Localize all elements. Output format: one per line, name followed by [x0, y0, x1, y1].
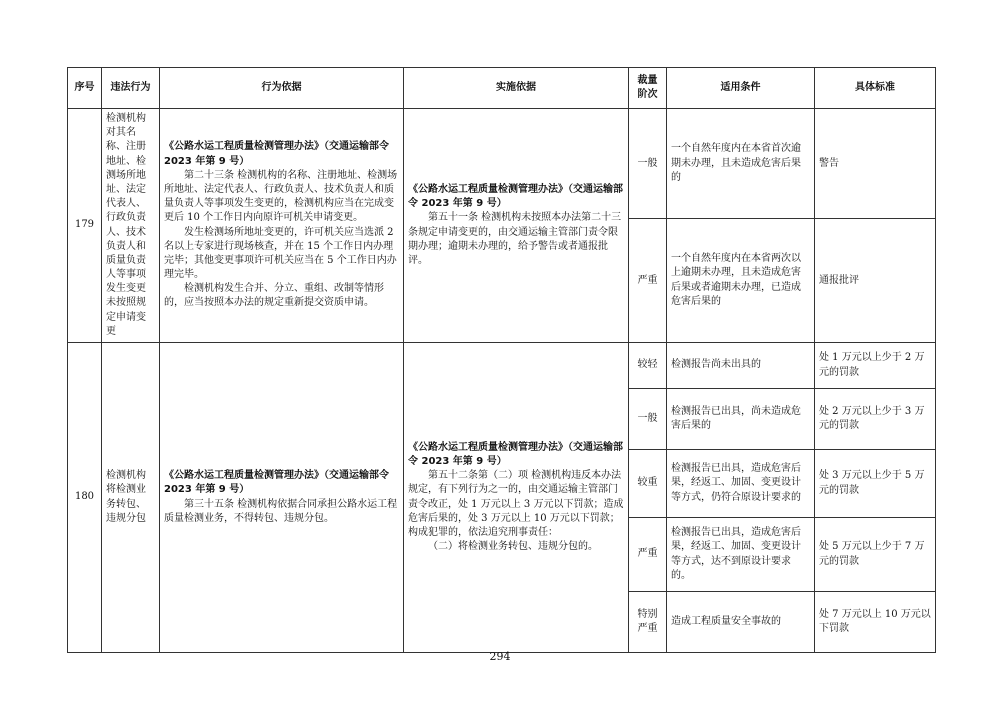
row-180-condition: 检测报告已出具，造成危害后果，经返工、加固、变更设计等方式，达不到原设计要求的。 [667, 518, 815, 592]
row-180-basis-title: 《公路水运工程质量检测管理办法》（交通运输部令 2023 年第 9 号） [164, 470, 389, 496]
row-179-impl-para: 第五十一条 检测机构未按照本办法第二十三条规定申请变更的，由交通运输主管部门责令限期办理；逾期未办理的，给予警告或者通报批评。 [408, 212, 622, 266]
table-row [68, 109, 936, 219]
row-180-basis-para: 第三十五条 检测机构依据合同承担公路水运工程质量检测业务，不得转包、违规分包。 [164, 498, 398, 524]
row-180-implementation [404, 343, 629, 653]
row-180-standard: 处 5 万元以上少于 7 万元的罚款 [815, 518, 936, 592]
row-180-impl-para: 第五十二条第（二）项 检测机构违反本办法规定，有下列行为之一的，由交通运输主管部门责令改正，处 1 万元以上 3 万元以下罚款；造成危害后果的，处 3 万元以上 10 万元以下罚款；构成犯罪的，依法追究刑事责任： [408, 470, 624, 538]
row-179-impl-title: 《公路水运工程质量检测管理办法》（交通运输部令 2023 年第 9 号） [408, 183, 623, 210]
row-180-impl-para: （二）将检测业务转包、违规分包的。 [428, 541, 598, 553]
row-180-standard: 处 2 万元以上少于 3 万元的罚款 [815, 389, 936, 450]
row-180-level: 特别严重 [629, 592, 667, 653]
header-implementation: 实施依据 [404, 68, 629, 109]
row-179-standard: 警告 [815, 109, 936, 219]
header-standard: 具体标准 [815, 68, 936, 109]
penalty-table [67, 67, 936, 653]
row-179-level: 一般 [629, 109, 667, 219]
row-179-basis [160, 109, 404, 343]
row-179-condition: 一个自然年度内在本省首次逾期未办理，且未造成危害后果的 [667, 109, 815, 219]
row-180-level: 较轻 [629, 343, 667, 389]
row-180-condition: 检测报告已出具，造成危害后果，经返工、加固、变更设计等方式，仍符合原设计要求的 [667, 450, 815, 518]
row-180-condition: 造成工程质量安全事故的 [667, 592, 815, 653]
header-no: 序号 [68, 68, 102, 109]
row-179-number: 179 [68, 109, 102, 343]
page-number: 294 [489, 650, 511, 663]
row-180-standard: 处 7 万元以上 10 万元以下罚款 [815, 592, 936, 653]
row-180-level: 较重 [629, 450, 667, 518]
header-level: 裁量阶次 [629, 68, 667, 109]
header-basis: 行为依据 [160, 68, 404, 109]
row-179-condition: 一个自然年度内在本省两次以上逾期未办理，且未造成危害后果或者逾期未办理，已造成危害后果的 [667, 219, 815, 343]
row-180-level: 一般 [629, 389, 667, 450]
header-condition: 适用条件 [667, 68, 815, 109]
row-179-implementation [404, 109, 629, 343]
row-180-number: 180 [68, 343, 102, 653]
row-179-standard: 通报批评 [815, 219, 936, 343]
row-180-level: 严重 [629, 518, 667, 592]
row-180-violation: 检测机构将检测业务转包、违规分包 [102, 343, 160, 653]
header-violation: 违法行为 [102, 68, 160, 109]
header-row [68, 68, 936, 109]
row-180-standard: 处 3 万元以上少于 5 万元的罚款 [815, 450, 936, 518]
row-179-level: 严重 [629, 219, 667, 343]
row-179-violation: 检测机构对其名称、注册地址、检测场所地址、法定代表人、行政负责人、技术负责人和质量负责人等事项发生变更未按照规定申请变更 [102, 109, 160, 343]
row-179-basis-para: 第二十三条 检测机构的名称、注册地址、检测场所地址、法定代表人、行政负责人、技术负责人和质量负责人等事项发生变更的，检测机构应当在完成变更后 10 个工作日内向原许可机关申请变更。 [164, 169, 398, 224]
row-180-impl-title: 《公路水运工程质量检测管理办法》（交通运输部令 2023 年第 9 号） [408, 441, 623, 467]
row-180-basis [160, 343, 404, 653]
row-179-basis-para: 发生检测场所地址变更的，许可机关应当选派 2 名以上专家进行现场核查，并在 15 个工作日内办理完毕；其他变更事项许可机关应当在 5 个工作日内办理完毕。 [164, 226, 397, 281]
table-row [68, 343, 936, 389]
row-180-condition: 检测报告尚未出具的 [667, 343, 815, 389]
row-180-condition: 检测报告已出具，尚未造成危害后果的 [667, 389, 815, 450]
row-180-standard: 处 1 万元以上少于 2 万元的罚款 [815, 343, 936, 389]
row-179-basis-title: 《公路水运工程质量检测管理办法》（交通运输部令 2023 年第 9 号） [164, 141, 389, 167]
row-179-basis-para: 检测机构发生合并、分立、重组、改制等情形的，应当按照本办法的规定重新提交资质申请。 [164, 283, 384, 309]
